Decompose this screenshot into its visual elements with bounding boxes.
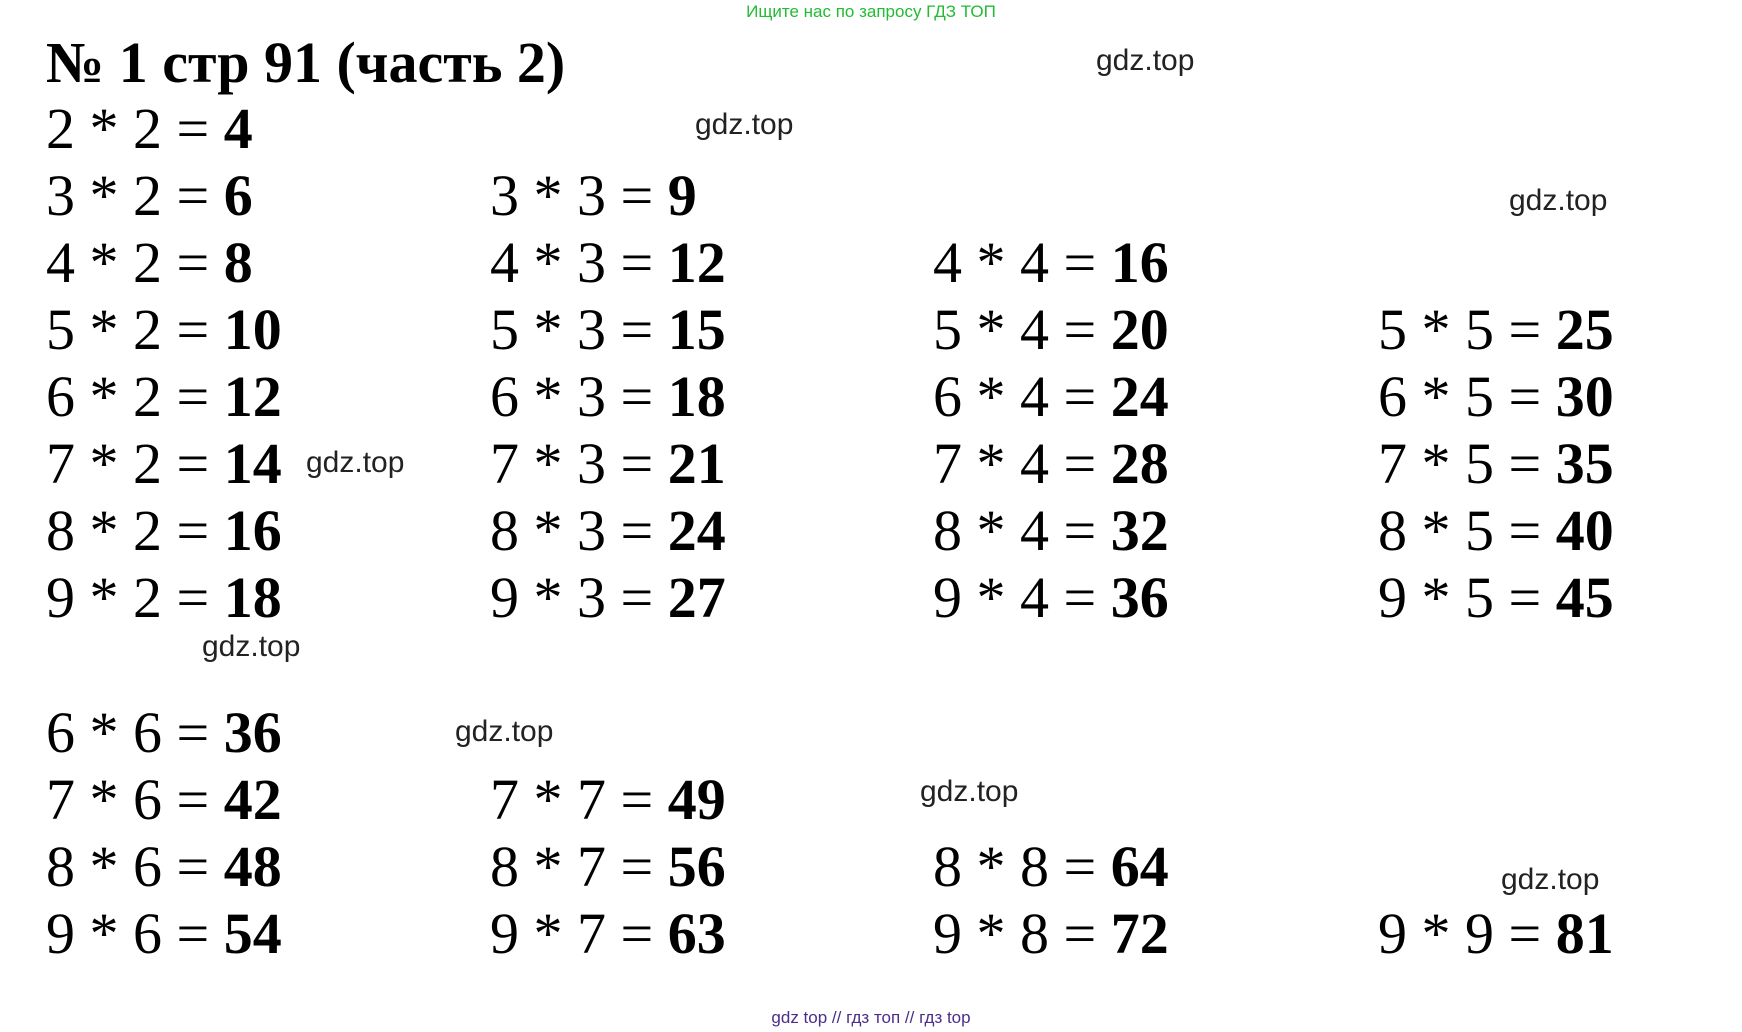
watermark-text: gdz.top	[1096, 44, 1195, 77]
watermark-text: gdz.top	[1509, 184, 1608, 217]
equation-row: 3 * 2 = 6	[46, 163, 253, 228]
watermark-text: gdz.top	[920, 775, 1019, 808]
equation-row: 9 * 4 = 36	[933, 565, 1169, 630]
equation-row: 5 * 5 = 25	[1378, 297, 1614, 362]
equation-row: 9 * 6 = 54	[46, 901, 282, 966]
equation-row: 7 * 4 = 28	[933, 431, 1169, 496]
equation-row: 7 * 6 = 42	[46, 767, 282, 832]
top-search-hint: Ищите нас по запросу ГДЗ ТОП	[746, 2, 996, 21]
equation-row: 9 * 9 = 81	[1378, 901, 1614, 966]
equation-row: 2 * 2 = 4	[46, 96, 253, 161]
equation-row: 9 * 3 = 27	[490, 565, 726, 630]
equation-row: 8 * 3 = 24	[490, 498, 726, 563]
equation-row: 4 * 3 = 12	[490, 230, 726, 295]
equation-row: 9 * 7 = 63	[490, 901, 726, 966]
equation-row: 6 * 5 = 30	[1378, 364, 1614, 429]
equation-row: 4 * 4 = 16	[933, 230, 1169, 295]
equation-row: 7 * 5 = 35	[1378, 431, 1614, 496]
watermark-text: gdz.top	[306, 446, 405, 479]
equation-row: 6 * 2 = 12	[46, 364, 282, 429]
equation-row: 8 * 7 = 56	[490, 834, 726, 899]
watermark-text: gdz.top	[202, 630, 301, 663]
equation-row: 9 * 5 = 45	[1378, 565, 1614, 630]
equation-row: 8 * 6 = 48	[46, 834, 282, 899]
footer-links: gdz top // гдз топ // гдз top	[771, 1008, 971, 1027]
equation-row: 6 * 4 = 24	[933, 364, 1169, 429]
equation-row: 5 * 3 = 15	[490, 297, 726, 362]
equation-row: 8 * 2 = 16	[46, 498, 282, 563]
equation-row: 8 * 4 = 32	[933, 498, 1169, 563]
watermark-text: gdz.top	[455, 715, 554, 748]
equation-row: 8 * 5 = 40	[1378, 498, 1614, 563]
page-title: № 1 стр 91 (часть 2)	[46, 30, 566, 95]
equation-row: 7 * 3 = 21	[490, 431, 726, 496]
equation-row: 7 * 2 = 14	[46, 431, 282, 496]
equation-row: 5 * 2 = 10	[46, 297, 282, 362]
watermark-text: gdz.top	[1501, 863, 1600, 896]
equation-row: 6 * 6 = 36	[46, 700, 282, 765]
equation-row: 5 * 4 = 20	[933, 297, 1169, 362]
watermark-text: gdz.top	[695, 108, 794, 141]
equation-row: 7 * 7 = 49	[490, 767, 726, 832]
equation-row: 9 * 8 = 72	[933, 901, 1169, 966]
equation-row: 8 * 8 = 64	[933, 834, 1169, 899]
equation-row: 4 * 2 = 8	[46, 230, 253, 295]
equation-row: 9 * 2 = 18	[46, 565, 282, 630]
equation-row: 3 * 3 = 9	[490, 163, 697, 228]
equation-row: 6 * 3 = 18	[490, 364, 726, 429]
